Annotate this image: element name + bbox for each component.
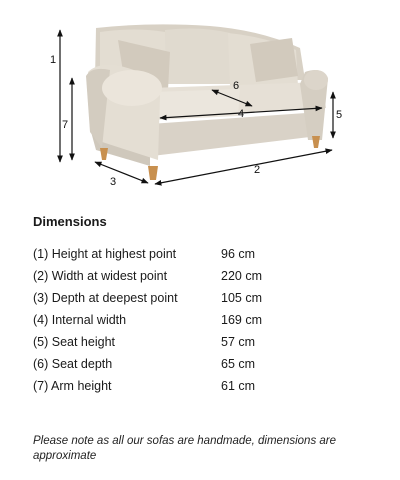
dimension-value: 96 cm — [221, 247, 256, 261]
dimension-value: 65 cm — [221, 357, 256, 371]
dimension-label: (3) Depth at deepest point — [33, 291, 178, 305]
table-row — [33, 353, 262, 375]
sofa-dimension-diagram — [0, 0, 400, 200]
sofa-image — [86, 24, 328, 180]
dimension-mark-1: 1 — [50, 54, 57, 66]
dimensions-table — [33, 243, 262, 397]
dimension-label: (5) Seat height — [33, 335, 115, 349]
dimension-mark-7: 7 — [62, 119, 69, 131]
dimension-mark-6: 6 — [233, 80, 240, 92]
table-row — [33, 331, 262, 353]
dimension-value: 169 cm — [221, 313, 262, 327]
table-row — [33, 287, 262, 309]
handmade-disclaimer: Please note as all our sofas are handmade, dimensions are approximate — [33, 435, 337, 462]
dimension-value: 105 cm — [221, 291, 262, 305]
dimension-mark-4: 4 — [238, 108, 245, 120]
table-row — [33, 265, 262, 287]
dimension-mark-3: 3 — [110, 176, 117, 188]
dimension-value: 220 cm — [221, 269, 262, 283]
dimension-label: (4) Internal width — [33, 313, 127, 327]
dimensions-heading: Dimensions — [33, 214, 107, 229]
table-row — [33, 375, 262, 397]
dimension-label: (2) Width at widest point — [33, 269, 168, 283]
table-row — [33, 309, 262, 331]
dimension-value: 61 cm — [221, 379, 256, 393]
dimension-value: 57 cm — [221, 335, 256, 349]
table-row — [33, 243, 262, 265]
dimension-mark-2: 2 — [254, 164, 261, 176]
dimension-mark-5: 5 — [336, 109, 343, 121]
dimension-label: (6) Seat depth — [33, 357, 113, 371]
dimension-label: (7) Arm height — [33, 379, 112, 393]
dimension-label: (1) Height at highest point — [33, 247, 177, 261]
